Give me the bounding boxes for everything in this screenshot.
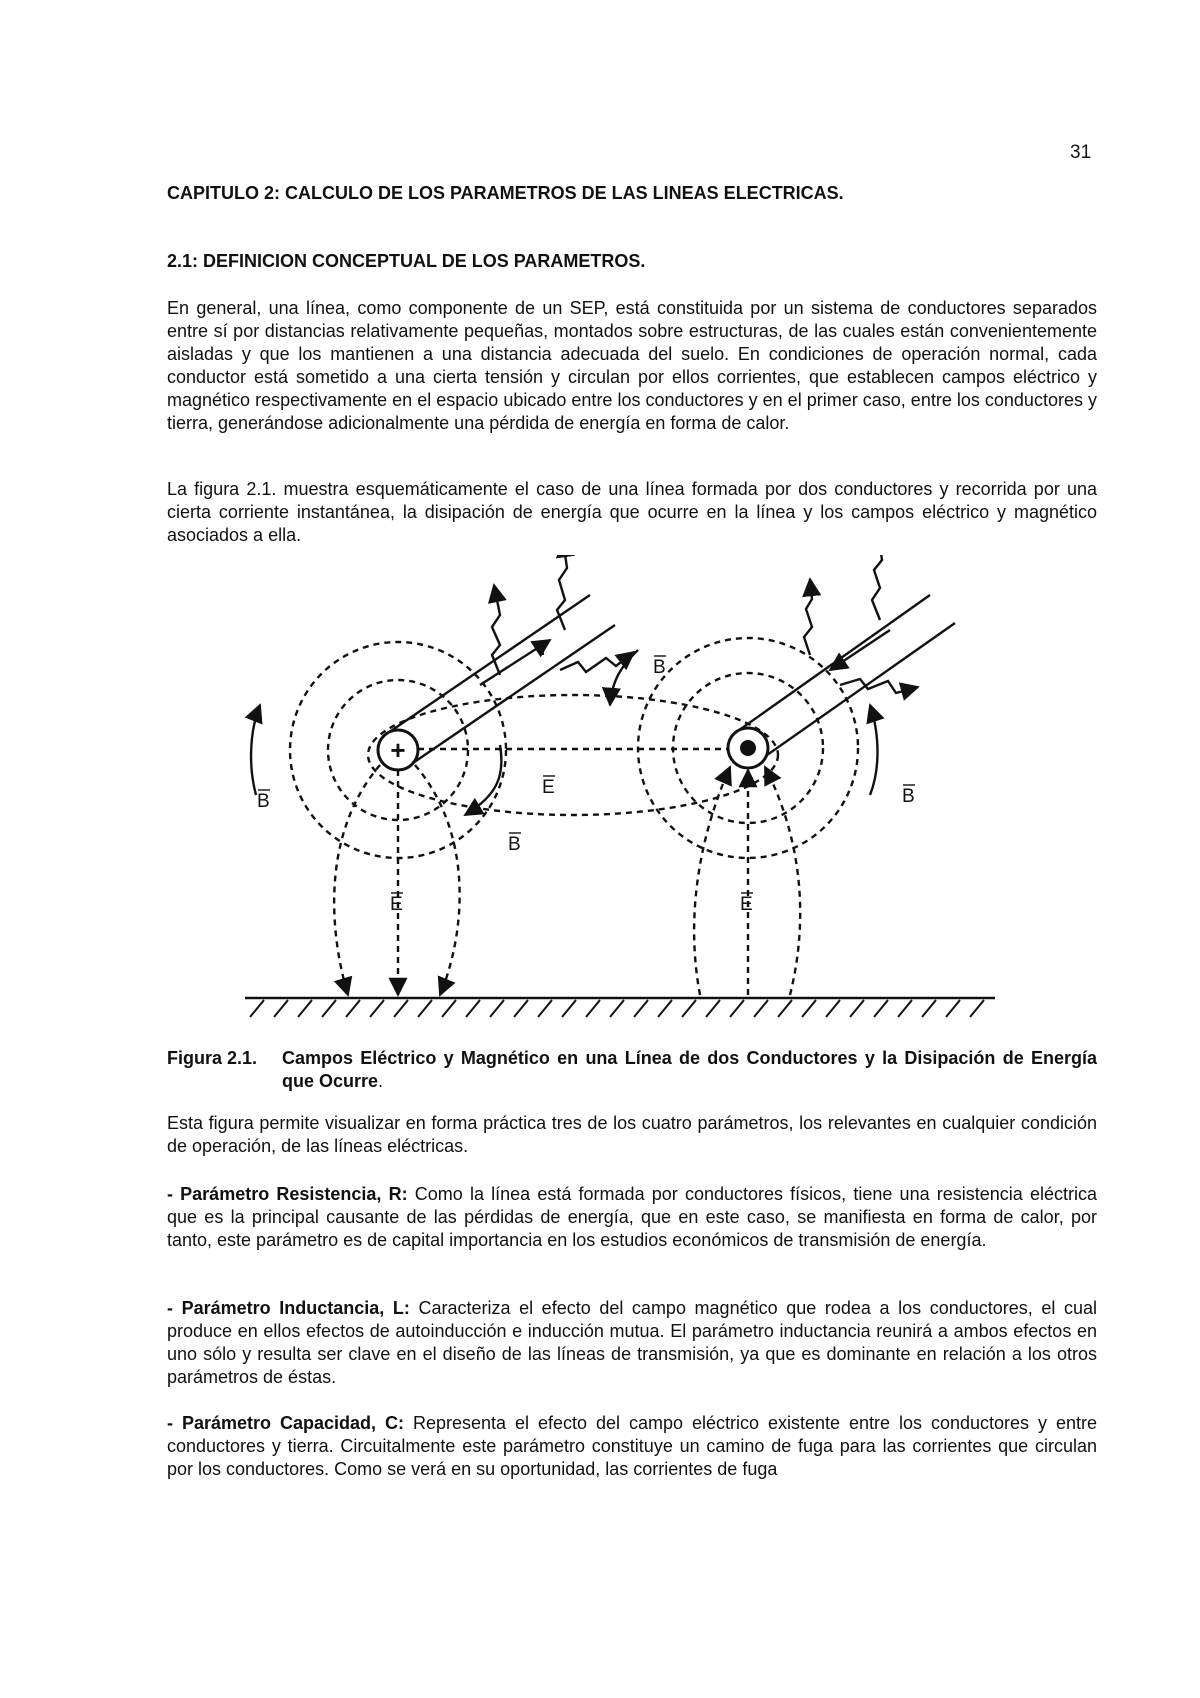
two-conductor-field-diagram xyxy=(230,555,1000,1025)
summary-paragraph: Esta figura permite visualizar en forma práctica tres de los cuatro parámetros, los relevantes en cualquier condición de operación, de las líneas eléctricas. xyxy=(167,1113,1097,1156)
inductance-term: - Parámetro Inductancia, L: xyxy=(167,1298,410,1318)
capacitance-term: - Parámetro Capacidad, C: xyxy=(167,1413,404,1433)
intro-paragraph: En general, una línea, como componente de un SEP, está constituida por un sistema de conductores separados entre sí por distancias relativamente pequeñas, montados sobre estructuras, de las cuales están convenientemente aisladas y que los mantienen a una distancia adecuada del suelo. En condiciones de operación normal, cada conductor está sometido a una cierta tensión y circulan por ellos corrientes, que establecen campos eléctrico y magnético respectivamente en el espacio ubicado entre los conductores y en el primer caso, entre los conductores y tierra, generándose adicionalmente una pérdida de energía en forma de calor. xyxy=(167,298,1097,433)
figure-reference-paragraph: La figura 2.1. muestra esquemáticamente el caso de una línea formada por dos conductores y recorrida por una cierta corriente instantánea, la disipación de energía que ocurre en la línea y los campos eléctrico y magnético asociados a ella. xyxy=(167,479,1097,545)
positive-sign: + xyxy=(390,735,406,765)
section-title: 2.1: DEFINICION CONCEPTUAL DE LOS PARAMETROS. xyxy=(167,251,646,271)
label-b-left: B xyxy=(257,791,270,812)
label-current: i xyxy=(540,639,546,660)
page-number: 31 xyxy=(1070,142,1092,163)
capacitance-paragraph xyxy=(167,1412,1097,1481)
label-e-middle: E xyxy=(542,777,555,798)
label-e-left: E xyxy=(390,894,403,915)
right-conductor-edge xyxy=(735,595,930,733)
capacitance-text: Representa el efecto del campo eléctrico existente entre los conductores y entre conductores y tierra. Circuitalmente este parámetro constituye un camino de fuga para las corrientes que circulan por los conductores. Como se verá en su oportunidad, las corrientes de fuga xyxy=(167,1413,1098,1479)
caption-label: Figura 2.1. xyxy=(167,1048,258,1068)
resistance-paragraph xyxy=(167,1183,1097,1252)
resistance-text: Como la línea está formada por conductores físicos, tiene una resistencia eléctrica que es la principal causante de las pérdidas de energía, que en este caso, se manifiesta en forma de calor, por tanto, este parámetro es de capital importancia en los estudios económicos de transmisión de energía. xyxy=(167,1184,1097,1250)
label-e-right: E xyxy=(740,894,753,915)
inductance-text: Caracteriza el efecto del campo magnético que rodea a los conductores, el cual produce en ellos efectos de autoinducción e inducción mutua. El parámetro inductancia reunirá a ambos efectos en uno sólo y resulta ser clave en el diseño de las líneas de transmisión, ya que es dominante en relación a los otros parámetros de éstas. xyxy=(167,1298,1097,1387)
caption-text-block xyxy=(282,1047,1097,1093)
mutual-field-ellipse xyxy=(368,695,778,815)
caption-period: . xyxy=(378,1071,384,1091)
chapter-title: CAPITULO 2: CALCULO DE LOS PARAMETROS DE LAS LINEAS ELECTRICAS. xyxy=(167,183,844,203)
caption-text: Campos Eléctrico y Magnético en una Línea de dos Conductores y la Disipación de Energía que Ocurre xyxy=(282,1048,1097,1091)
label-b-right: B xyxy=(902,786,915,807)
label-b-middle: B xyxy=(508,834,521,855)
resistance-term: - Parámetro Resistencia, R: xyxy=(167,1184,408,1204)
label-b-top: B xyxy=(653,657,666,678)
inductance-paragraph xyxy=(167,1297,1097,1389)
